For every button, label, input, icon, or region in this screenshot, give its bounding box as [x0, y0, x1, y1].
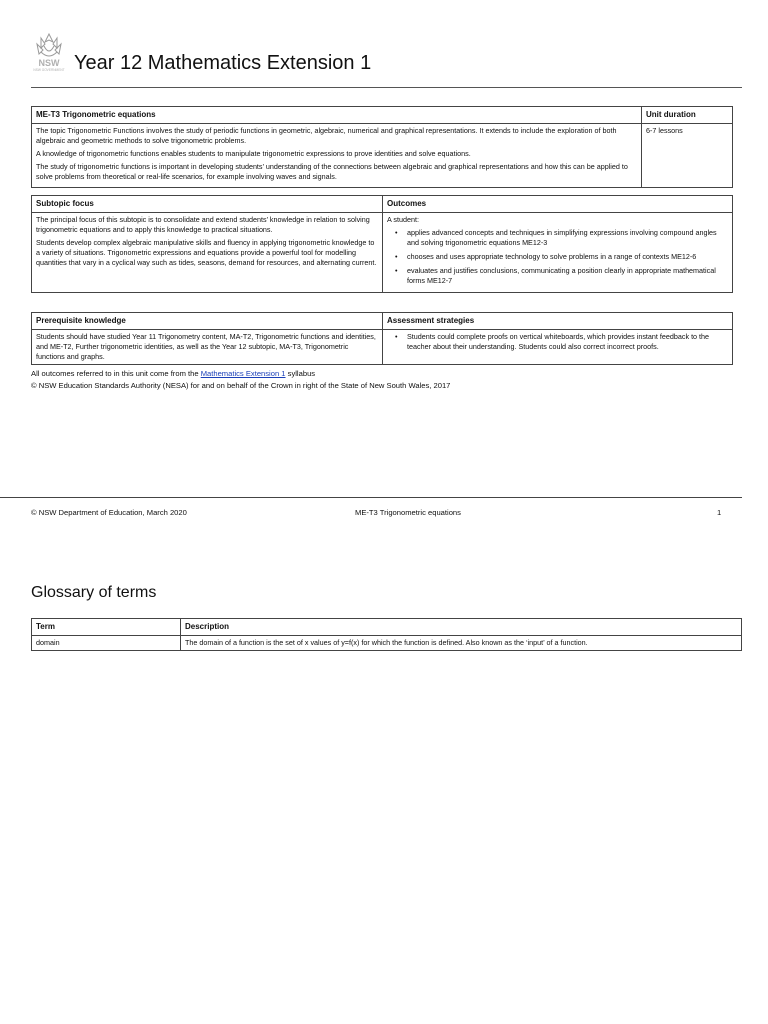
list-item: • chooses and uses appropriate technology to solve problems in a range of contexts ME12-6 [387, 252, 728, 262]
outcomes-intro: A student: [387, 215, 419, 224]
list-item: • evaluates and justifies conclusions, communicating a position clearly in appropriate mathematical forms ME12-7 [387, 266, 728, 286]
outcomes-cell [383, 213, 733, 293]
list-item: • Students could complete proofs on vertical whiteboards, which provides instant feedback to the teacher about their understanding. Students could also correct incorrect proofs. [387, 332, 728, 352]
topic-paragraph: A knowledge of trigonometric functions enables students to manipulate trigonometric expressions to prove identities and solve equations. [36, 149, 471, 158]
subtopic-focus-heading: Subtopic focus [32, 196, 383, 213]
page-header [31, 30, 742, 88]
assessment-heading: Assessment strategies [383, 313, 733, 330]
outcomes-heading: Outcomes [383, 196, 733, 213]
footer-copyright: © NSW Department of Education, March 2020 [31, 508, 187, 517]
list-item: • applies advanced concepts and techniques in simplifying expressions involving compound angles and solving trigonometric equations ME12-3 [387, 228, 728, 248]
copyright-note: © NSW Education Standards Authority (NESA) for and on behalf of the Crown in right of the State of New South Wales, 2017 [31, 381, 451, 390]
focus-paragraph: The principal focus of this subtopic is to consolidate and extend students’ knowledge in relation to solving trigonometric equations and to apply this knowledge to practical situations. [36, 215, 370, 234]
syllabus-link[interactable]: Mathematics Extension 1 [200, 369, 286, 378]
prerequisite-heading: Prerequisite knowledge [32, 313, 383, 330]
unit-duration-value: 6-7 lessons [642, 124, 733, 188]
subtopic-focus-cell [32, 213, 383, 293]
table-row [32, 636, 742, 651]
glossary-column-description: Description [181, 619, 742, 636]
prerequisite-assessment-table [31, 312, 733, 365]
glossary-description: The domain of a function is the set of x values of y=f(x) for which the function is defined. Also known as the ‘input’ of a function. [181, 636, 742, 651]
topic-paragraph: The topic Trigonometric Functions involves the study of periodic functions in geometric, algebraic, numerical and graphical representations. It extends to include the exploration of both algebraic and geometric methods to solve trigonometric problems. [36, 126, 617, 145]
glossary-term: domain [32, 636, 181, 651]
prerequisite-cell: Students should have studied Year 11 Trigonometry content, MA-T2, Trigonometric functions and identities, and ME-T2, Further trigonometric identities, as well as the Year 12 subtopic, MA-T3, Trigonometric functions and graphs. [32, 330, 383, 365]
outcomes-note: All outcomes referred to in this unit come from the Mathematics Extension 1 syllabus [31, 369, 316, 378]
outcomes-list [387, 228, 728, 286]
svg-text:NSW: NSW [38, 58, 60, 68]
svg-text:NSW GOVERNMENT: NSW GOVERNMENT [33, 68, 65, 72]
assessment-cell [383, 330, 733, 365]
glossary-table [31, 618, 742, 651]
glossary-heading: Glossary of terms [31, 584, 157, 601]
nsw-waratah-logo-icon [31, 30, 67, 72]
assessment-list [387, 332, 728, 352]
footer-divider [0, 497, 742, 498]
topic-table [31, 106, 733, 188]
focus-paragraph: Students develop complex algebraic manipulative skills and fluency in applying trigonometric knowledge to a variety of situations. Trigonometric expressions and equations provide a powerful tool for modelling quantities that vary in a cyclical way such as tides, seasons, demand for resources, and alternating current. [36, 238, 377, 267]
focus-outcomes-table [31, 195, 733, 293]
topic-heading: ME-T3 Trigonometric equations [32, 107, 642, 124]
topic-paragraph: The study of trigonometric functions is important in developing students’ understanding of the connections between algebraic and graphical representations and how this can be applied to solve problems from theoretical or real-life scenarios, for example involving waves and signals. [36, 162, 628, 181]
unit-duration-heading: Unit duration [642, 107, 733, 124]
topic-description [32, 124, 642, 188]
footer-page-number: 1 [717, 508, 722, 517]
glossary-column-term: Term [32, 619, 181, 636]
footer-section-title: ME-T3 Trigonometric equations [355, 508, 461, 517]
page-title: Year 12 Mathematics Extension 1 [74, 52, 372, 74]
